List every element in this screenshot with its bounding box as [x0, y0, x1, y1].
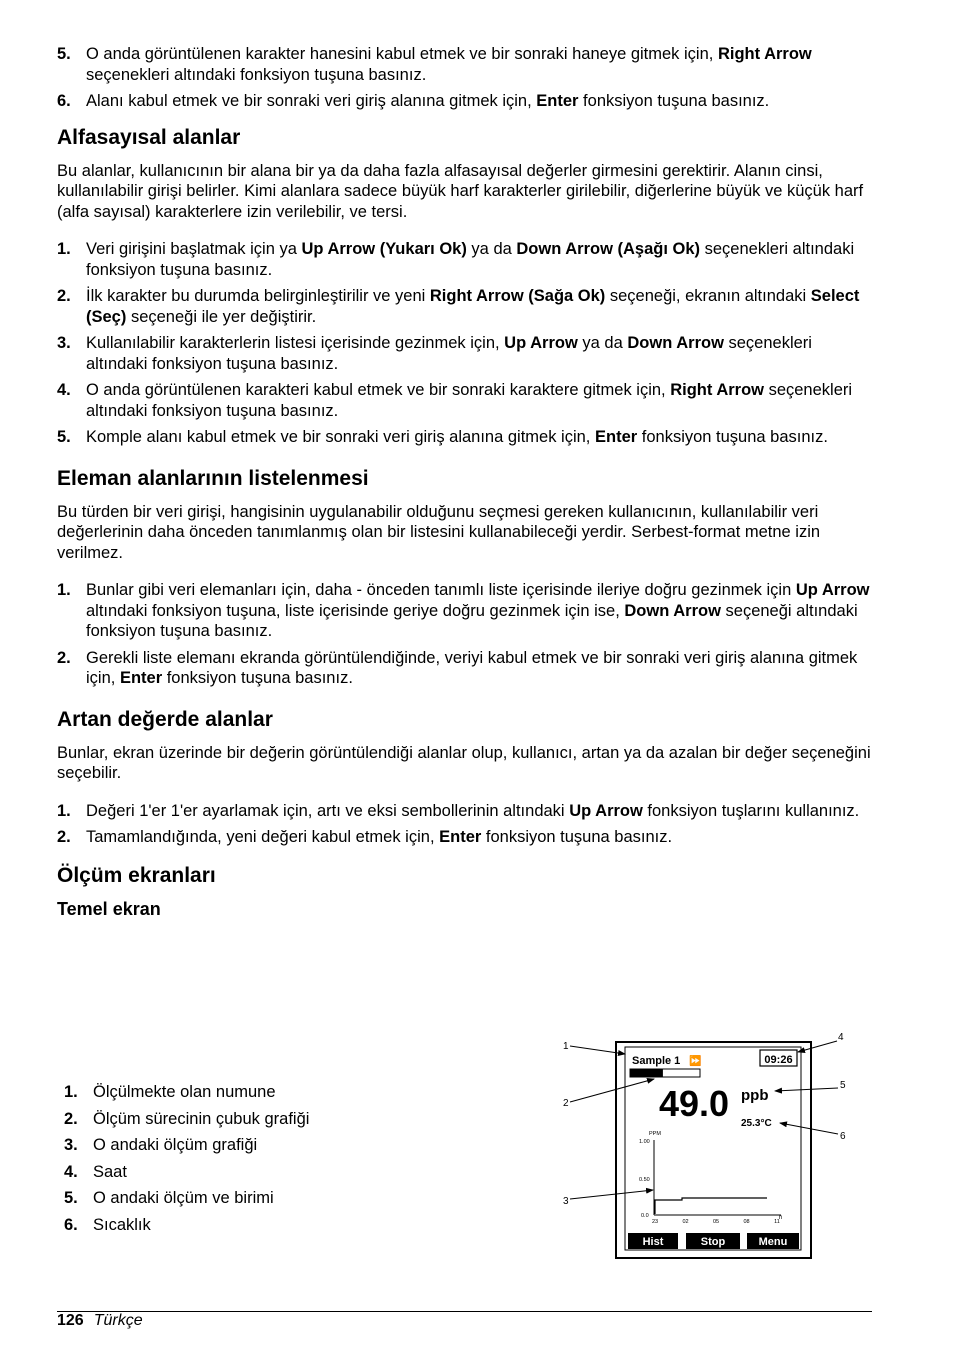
step-number: 2.	[57, 828, 71, 846]
emphasis-text: Right Arrow	[717, 45, 812, 63]
step-text: Bunlar gibi veri elemanları için, daha - önceden tanımlı liste içerisinde ileriye doğru gezinmek için	[86, 581, 796, 599]
step-text: Alanı kabul etmek ve bir sonraki veri giriş alanına gitmek için,	[86, 92, 537, 110]
step-text: fonksiyon tuşuna basınız.	[162, 669, 353, 687]
x-tick-label: 02	[682, 1219, 689, 1225]
footer-language: Türkçe	[93, 1312, 143, 1329]
hist-button-label: Hist	[642, 1236, 664, 1248]
section-steps	[57, 801, 872, 848]
step-number: 3.	[57, 334, 71, 352]
legend-item	[64, 1135, 309, 1156]
legend-number: 5.	[64, 1189, 78, 1207]
section-intro: Bu türden bir veri girişi, hangisinin uygulanabilir olduğunu seçmesi gereken kullanıcının, kullanılabilir veri değerlerinin daha önceden tanımlanmış olan bir listesini kullanabileceği yerdir. Serbest-format metne izin verilmez.	[57, 502, 821, 562]
step-text: ya da	[466, 240, 517, 258]
step-text: fonksiyon tuşuna basınız.	[637, 428, 828, 446]
measurement-unit: ppb	[741, 1087, 769, 1104]
emphasis-text: Up Arrow (Yukarı Ok)	[301, 240, 467, 258]
x-tick-label: 23	[651, 1219, 659, 1225]
legend-text: Saat	[93, 1162, 127, 1181]
section-heading: Alfasayısal alanlar	[57, 125, 241, 149]
step-number: 2.	[57, 648, 71, 667]
emphasis-text: Up Arrow	[795, 581, 870, 599]
callout-4: 4	[838, 1032, 844, 1043]
emphasis-text: Down Arrow	[627, 334, 724, 352]
callout-6: 6	[840, 1131, 846, 1142]
x-tick-label: 08	[743, 1219, 750, 1225]
progress-fill	[630, 1069, 663, 1077]
step-number: 6.	[57, 92, 71, 110]
step-text: Değeri 1'er 1'er ayarlamak için, artı ve eksi sembollerinin altındaki	[86, 801, 570, 820]
step-number: 5.	[57, 428, 71, 446]
page-footer	[57, 1312, 143, 1330]
section-intro: Bu alanlar, kullanıcının bir alana bir ya da daha fazla alfasayısal değerler girmesini gerektirir. Alanın cinsi, kullanılabilir girişi belirler. Kimi alanlara sadece büyük harf karakterler girilebilir, diğerlerine büyük ve küçük harf (alfa sayısal) karakterlere izin verilebilir, ve tersi.	[57, 161, 864, 221]
figure-legend	[64, 1082, 309, 1241]
device-screen-figure	[555, 1028, 855, 1264]
emphasis-text: Right Arrow	[670, 381, 764, 399]
legend-item	[64, 1109, 309, 1130]
legend-number: 6.	[64, 1215, 78, 1234]
x-unit-label: h	[779, 1215, 783, 1221]
list-item	[57, 239, 872, 280]
step-number: 1.	[57, 240, 71, 258]
callout-3: 3	[563, 1196, 569, 1207]
list-item	[57, 91, 872, 112]
basic-screen-heading: Temel ekran	[57, 898, 161, 919]
step-text: seçeneği ile yer değiştirir.	[126, 307, 317, 326]
legend-number: 3.	[64, 1136, 78, 1154]
step-text: seçeneği, ekranın altındaki	[605, 287, 811, 305]
step-text: O anda görüntülenen karakteri kabul etmek ve bir sonraki karaktere gitmek için,	[86, 381, 671, 399]
step-text: O anda görüntülenen karakter hanesini kabul etmek ve bir sonraki haneye gitmek için,	[86, 45, 718, 63]
list-item	[57, 827, 872, 848]
section-heading: Artan değerde alanlar	[57, 707, 273, 731]
x-tick-label: 11	[774, 1219, 780, 1225]
list-item	[57, 427, 872, 448]
emphasis-text: Up Arrow	[504, 334, 578, 352]
step-text: Veri girişini başlatmak için ya	[86, 240, 302, 258]
step-text: seçenekleri altındaki fonksiyon tuşuna basınız.	[86, 65, 427, 84]
legend-number: 2.	[64, 1109, 78, 1128]
step-text: Kullanılabilir karakterlerin listesi içerisinde gezinmek için,	[86, 334, 505, 352]
measurement-value: 49.0	[659, 1083, 730, 1124]
step-text: altındaki fonksiyon tuşuna, liste içerisinde geriye doğru gezinmek için ise,	[86, 601, 625, 620]
step-text: Komple alanı kabul etmek ve bir sonraki veri giriş alanına gitmek için,	[86, 428, 595, 446]
step-number: 4.	[57, 381, 71, 399]
list-item	[57, 648, 872, 689]
section-steps	[57, 239, 872, 448]
emphasis-text: Right Arrow (Sağa Ok)	[429, 287, 606, 305]
emphasis-text: Up Arrow	[569, 801, 643, 820]
legend-item	[64, 1188, 309, 1209]
step-number: 1.	[57, 801, 71, 820]
legend-text: O andaki ölçüm grafiği	[93, 1136, 258, 1154]
step-text: fonksiyon tuşlarını kullanınız.	[642, 801, 860, 820]
step-text: Tamamlandığında, yeni değeri kabul etmek için,	[86, 828, 440, 846]
sections	[57, 125, 872, 848]
legend-text: Ölçülmekte olan numune	[93, 1083, 276, 1101]
legend-number: 4.	[64, 1162, 78, 1181]
emphasis-text: Down Arrow	[624, 601, 721, 620]
page-number: 126	[57, 1312, 84, 1329]
x-tick-label: 05	[712, 1219, 720, 1225]
section-heading: Eleman alanlarının listelenmesi	[57, 466, 369, 490]
step-text: İlk karakter bu durumda belirginleştirilir ve yeni	[86, 287, 430, 305]
footer-rule	[57, 1311, 872, 1312]
legend-item	[64, 1162, 309, 1183]
legend-number: 1.	[64, 1083, 78, 1101]
emphasis-text: Enter	[439, 828, 482, 846]
list-item	[57, 380, 872, 421]
continued-steps	[57, 44, 872, 112]
step-text: fonksiyon tuşuna basınız.	[578, 92, 770, 110]
step-text: ya da	[577, 334, 628, 352]
y-tick-label: 0.50	[639, 1177, 650, 1183]
measure-heading: Ölçüm ekranları	[57, 863, 216, 887]
document-body	[57, 44, 872, 920]
y-unit-label: PPM	[649, 1131, 661, 1137]
emphasis-text: Select (Seç)	[86, 287, 860, 326]
menu-button-label: Menu	[758, 1236, 788, 1248]
y-tick-label: 0.0	[641, 1213, 649, 1219]
legend-text: Sıcaklık	[93, 1215, 151, 1234]
callout-5: 5	[840, 1080, 846, 1091]
section-steps	[57, 580, 872, 689]
legend-text: Ölçüm sürecinin çubuk grafiği	[93, 1109, 310, 1128]
emphasis-text: Enter	[594, 428, 638, 446]
step-number: 1.	[57, 581, 71, 599]
legend-item	[64, 1082, 309, 1103]
temperature: 25.3°C	[741, 1118, 772, 1129]
emphasis-text: Enter	[536, 92, 579, 110]
fast-forward-icon: ⏩	[689, 1056, 702, 1067]
legend-item	[64, 1215, 309, 1236]
step-text: fonksiyon tuşuna basınız.	[481, 828, 673, 846]
list-item	[57, 333, 872, 374]
step-number: 2.	[57, 287, 71, 305]
step-text: seçeneği altındaki fonksiyon tuşuna basınız.	[86, 601, 858, 640]
emphasis-text: Down Arrow (Aşağı Ok)	[516, 240, 701, 258]
callout-2: 2	[563, 1098, 569, 1109]
step-text: seçenekleri altındaki fonksiyon tuşuna basınız.	[86, 334, 812, 373]
sample-label: Sample 1	[632, 1055, 681, 1067]
list-item	[57, 801, 872, 822]
section-intro: Bunlar, ekran üzerinde bir değerin görüntülendiği alanlar olup, kullanıcı, artan ya da azalan bir değer seçeneğini seçebilir.	[57, 743, 871, 782]
legend-text: O andaki ölçüm ve birimi	[93, 1189, 274, 1207]
stop-button-label: Stop	[700, 1236, 726, 1248]
emphasis-text: Enter	[119, 669, 163, 687]
step-text: Gerekli liste elemanı ekranda görüntülendiğinde, veriyi kabul etmek ve bir sonraki veri giriş alanına gitmek için,	[86, 648, 858, 687]
clock: 09:26	[764, 1054, 793, 1066]
list-item	[57, 580, 872, 642]
y-tick-label: 1.00	[639, 1139, 650, 1145]
step-text: seçenekleri altındaki fonksiyon tuşuna basınız.	[86, 381, 853, 420]
list-item	[57, 44, 872, 85]
step-number: 5.	[57, 45, 71, 63]
step-text: seçenekleri altındaki fonksiyon tuşuna basınız.	[86, 240, 855, 279]
list-item	[57, 286, 872, 327]
callout-1: 1	[563, 1041, 569, 1052]
